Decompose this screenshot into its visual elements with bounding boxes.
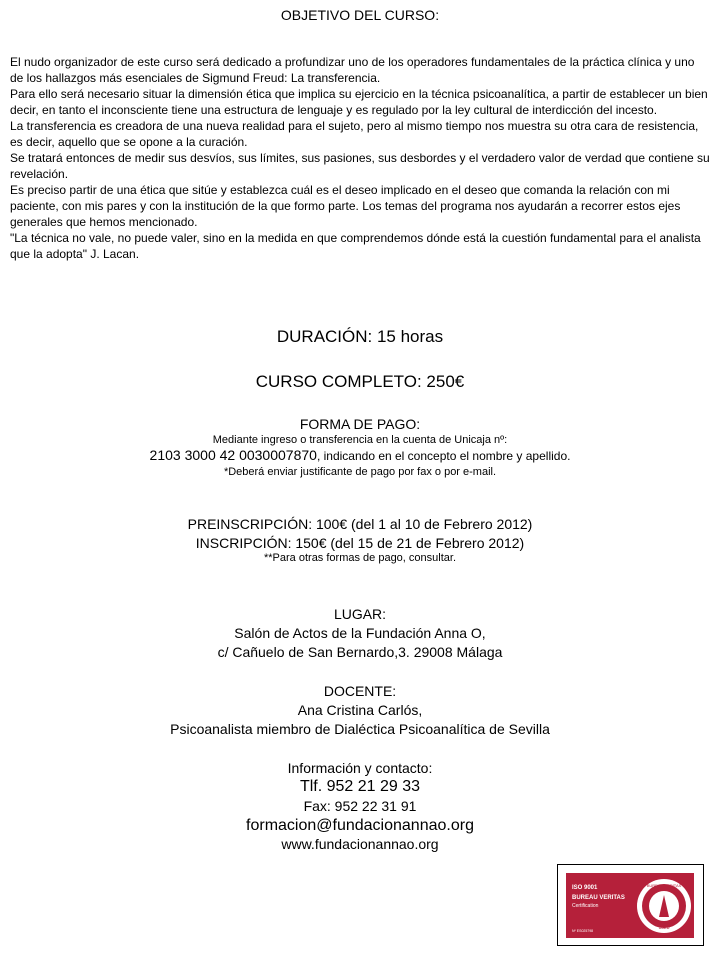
bureau-veritas-logo (558, 865, 703, 945)
seal-year: 1828 (658, 925, 670, 931)
objective-paragraph: Es preciso partir de una ética que sitúe y establezca cuál es el deseo implicado en el deseo que comanda la relación con mi paciente, con mis pares y con la institución de la que formo parte. Los temas del programa nos ayudarán a recorrer estos ejes generales que hemos mencionado. (10, 183, 681, 229)
logo-iso: ISO 9001 (572, 885, 598, 891)
contact-phone: Tlf. 952 21 29 33 (299, 778, 421, 795)
teacher-role: Psicoanalista miembro de Dialéctica Psicoanalítica de Sevilla (170, 721, 550, 737)
logo-company: BUREAU VERITAS (572, 895, 625, 901)
payment-note: *Deberá enviar justificante de pago por fax o por e-mail. (223, 466, 497, 478)
contact-email: formacion@fundacionannao.org (246, 817, 474, 834)
place-section (0, 606, 720, 660)
registration-section (0, 516, 720, 564)
page-title: OBJETIVO DEL CURSO: (280, 7, 440, 23)
certification-logo (557, 864, 704, 946)
place-venue: Salón de Actos de la Fundación Anna O, (234, 625, 486, 641)
place-address: c/ Cañuelo de San Bernardo,3. 29008 Málaga (217, 644, 503, 660)
teacher-heading: DOCENTE: (323, 683, 397, 699)
teacher-section (0, 683, 720, 737)
logo-certification: Certification (572, 903, 599, 909)
teacher-name: Ana Cristina Carlós, (297, 702, 423, 718)
registration-note: **Para otras formas de pago, consultar. (264, 552, 456, 564)
objective-paragraph: Para ello será necesario situar la dimensión ética que implica su ejercicio en la técnica psicoanalítica, a partir de establecer un bien decir, en tanto el inconsciente tiene una estructura de lenguaje y es regulado por la ley cultural de interdicción del incesto. (10, 87, 708, 117)
place-heading: LUGAR: (333, 606, 387, 622)
objective-paragraph: La transferencia es creadora de una nueva realidad para el sujeto, pero al mismo tiempo nos muestra su otra cara de resistencia, es decir, aquello que se opone a la curación. (10, 119, 699, 149)
payment-account-line (0, 447, 720, 465)
objective-paragraph: El nudo organizador de este curso será dedicado a profundizar uno de los operadores fundamentales de la práctica clínica y uno de los hallazgos más esenciales de Sigmund Freud: La transferencia. (10, 55, 695, 85)
inscription: INSCRIPCIÓN: 150€ (del 15 de 21 de Febrero 2012) (195, 535, 525, 551)
objective-paragraph: Se tratará entonces de medir sus desvíos, sus límites, sus pasiones, sus desbordes y el verdadero valor de verdad que contiene su revelación. (10, 151, 710, 181)
duration: DURACIÓN: 15 horas (276, 327, 444, 346)
contact-section (0, 760, 720, 852)
bank-account: 2103 3000 42 0030007870 (149, 447, 317, 463)
payment-section (0, 416, 720, 478)
preinscription: PREINSCRIPCIÓN: 100€ (del 1 al 10 de Febrero 2012) (187, 516, 533, 532)
payment-heading: FORMA DE PAGO: (299, 416, 421, 432)
contact-website: www.fundacionannao.org (281, 836, 439, 852)
seal-text: BUREAU VERITAS (646, 883, 682, 888)
objective-text (10, 54, 710, 262)
contact-fax: Fax: 952 22 31 91 (303, 798, 417, 814)
logo-number: Nº ES025798 (572, 929, 594, 933)
payment-line: Mediante ingreso o transferencia en la cuenta de Unicaja nº: (212, 434, 508, 446)
payment-instructions: , indicando en el concepto el nombre y apellido. (316, 449, 571, 463)
objective-paragraph: "La técnica no vale, no puede valer, sino en la medida en que comprendemos dónde está la cuestión fundamental para el analista que la adopta" J. Lacan. (10, 231, 701, 261)
contact-heading: Información y contacto: (287, 760, 433, 776)
course-price: CURSO COMPLETO: 250€ (255, 372, 465, 391)
